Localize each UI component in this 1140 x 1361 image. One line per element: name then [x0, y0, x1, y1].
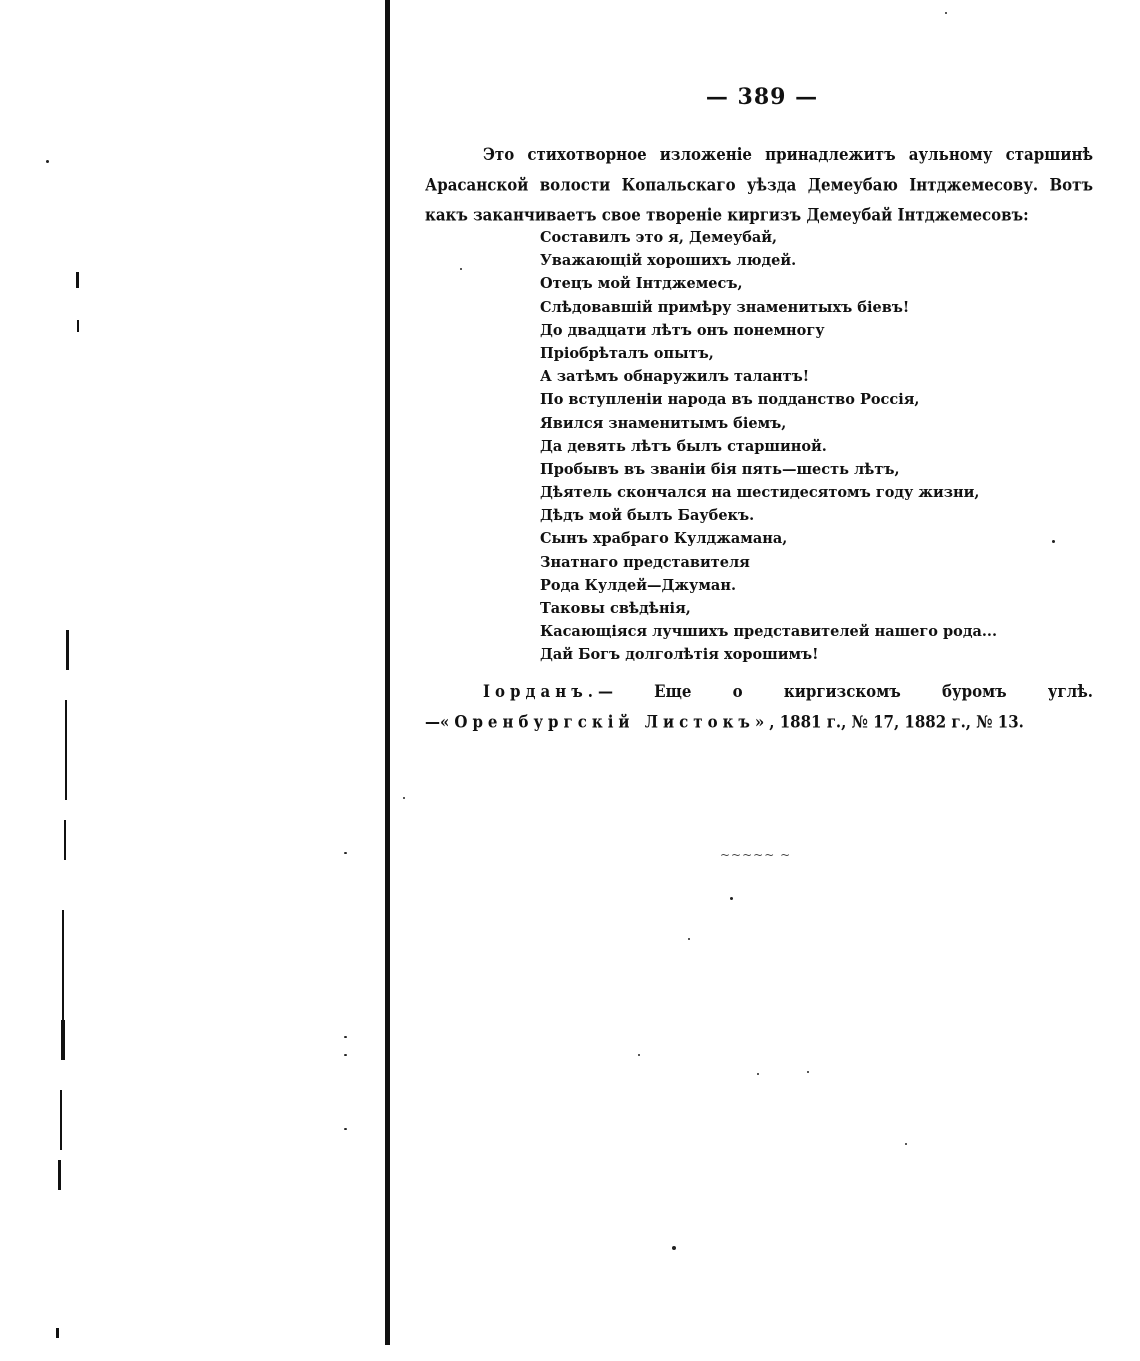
page-speck — [344, 1128, 347, 1130]
page-speck — [672, 1246, 676, 1250]
margin-mark — [65, 700, 67, 800]
page-speck — [945, 12, 947, 14]
page-speck — [730, 897, 733, 900]
poem-line: По вступленіи народа въ подданство Россія, — [540, 391, 920, 409]
margin-mark — [56, 1328, 59, 1338]
poem-line: Уважающій хорошихъ людей. — [540, 252, 797, 270]
poem-line: Сынъ храбраго Кулджамана, — [540, 530, 788, 548]
page-number: — 389 — — [705, 84, 819, 110]
margin-mark — [60, 1090, 62, 1150]
poem-line: Отецъ мой Інтджемесъ, — [540, 275, 743, 293]
margin-mark — [58, 1160, 61, 1190]
page-speck — [757, 1073, 759, 1075]
margin-mark — [64, 820, 66, 860]
poem-line: Пробывъ въ званіи бія пять—шесть лѣтъ, — [540, 460, 900, 478]
poem-line: Составилъ это я, Демеубай, — [540, 229, 778, 246]
poem-line: А затѣмъ обнаружилъ талантъ! — [540, 368, 810, 386]
poem — [540, 226, 1040, 667]
poem-line: Дѣдъ мой былъ Баубекъ. — [540, 507, 755, 525]
page-speck — [344, 852, 347, 854]
reference-details: , 1881 г., № 17, 1882 г., № 13. — [769, 711, 1024, 732]
poem-line: Таковы свѣдѣнія, — [540, 600, 691, 617]
intro-paragraph: Это стихотворное изложеніе принадлежитъ аульному старшинѣ Арасанской волости Копальскаго уѣзда Демеубаю Інтджемесову. Вотъ какъ заканчиваетъ свое твореніе киргизъ Демеубай Інтджемесовъ: — [425, 144, 1093, 226]
margin-mark — [76, 272, 79, 288]
poem-line: Дай Богъ долголѣтія хорошимъ! — [540, 646, 819, 664]
margin-mark — [61, 1020, 65, 1060]
poem-line: Слѣдовавшій примѣру знаменитыхъ біевъ! — [540, 298, 910, 316]
reference-author: Іорданъ. — [483, 681, 598, 702]
margin-mark — [66, 630, 69, 670]
poem-line: Да девять лѣтъ былъ старшиной. — [540, 437, 827, 455]
end-ornament: ~~~~~ ~ — [720, 848, 792, 862]
page-speck — [46, 160, 49, 163]
page-speck — [905, 1143, 907, 1145]
poem-line: Касающіяся лучшихъ представителей нашего рода... — [540, 623, 998, 641]
page-speck — [344, 1054, 347, 1056]
binding-gutter-line — [385, 0, 390, 1345]
margin-mark — [62, 910, 64, 1020]
margin-mark — [77, 320, 79, 332]
page-speck — [344, 1036, 347, 1038]
reference-journal: «Оренбургскій Листокъ» — [440, 711, 770, 732]
page-speck — [688, 938, 690, 940]
poem-line: Дѣятель скончался на шестидесятомъ году жизни, — [540, 484, 980, 502]
poem-line: Явился знаменитымъ біемъ, — [540, 414, 787, 432]
poem-line: Знатнаго представителя — [540, 553, 750, 571]
page-speck — [807, 1071, 809, 1073]
page-speck — [460, 268, 462, 270]
page-speck — [403, 797, 405, 799]
poem-line: Пріобрѣталъ опытъ, — [540, 344, 714, 362]
page-speck — [638, 1054, 640, 1056]
poem-line: Рода Кулдей—Джуман. — [540, 576, 736, 594]
bibliographic-reference — [425, 677, 1093, 737]
poem-line: До двадцати лѣтъ онъ понемногу — [540, 321, 825, 339]
page-speck — [1052, 540, 1055, 543]
reference-title: — Еще о киргизскомъ буромъ углѣ.— — [425, 681, 1093, 732]
